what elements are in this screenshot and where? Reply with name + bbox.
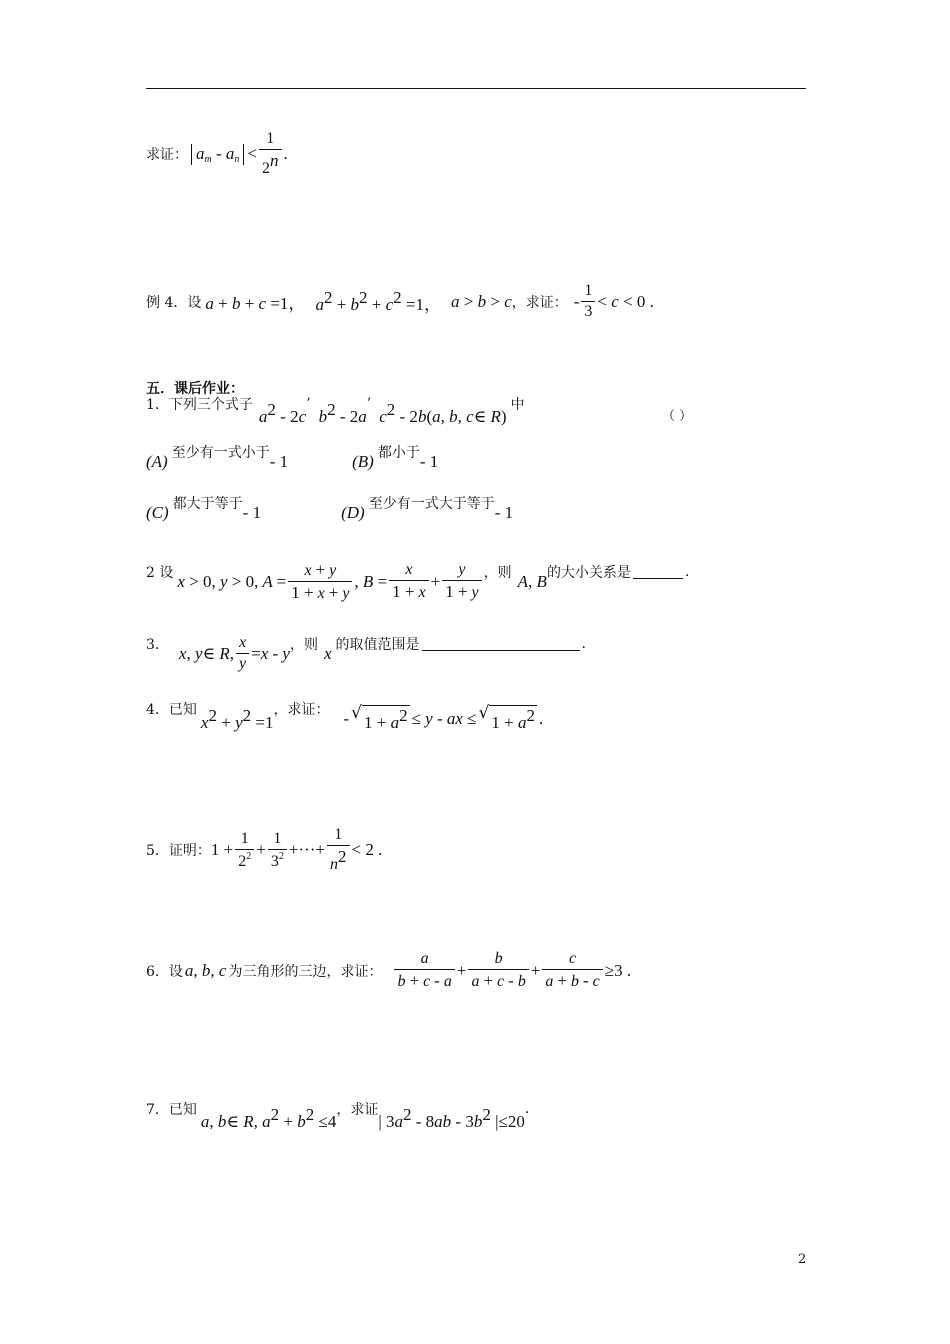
- question-5: 5．证明： 1 + $\frac{1}{2^2}$ + $\frac{1}{3^2}$ +···+ $\frac{1}{n^2}$ < 2 .: [146, 826, 383, 873]
- question-1: 1．下列三个式子 $a^2 - 2c$ ’ $b^2 - 2a$ ’ $c^2 - 2b(a$, b, c∈ R) 中: [146, 395, 525, 426]
- option-a-letter: (A): [146, 452, 168, 471]
- question-2: 2 设 x > 0, y > 0, A = $\frac{x + y}{1 + x + y}$ , B = $\frac{x}{1 + x}$ + $\frac{y}{1 + y}$ ，则 A, B 的大小关系是 .: [146, 560, 690, 602]
- option-d-text: 至少有一式大于等于: [368, 496, 495, 512]
- option-b-letter: (B): [352, 452, 374, 471]
- q7-label: 7．已知: [146, 1101, 197, 1118]
- prove-statement: 求证： $a_m - a_n$ < $\frac{1}{2^n}$ .: [146, 130, 288, 177]
- question-6: 6．设 a, b, c 为三角形的三边，求证： $\frac{a}{b + c - a}$ + $\frac{b}{a + c - b}$ + $\frac{c}{a + b - c}$ ≥3 .: [146, 950, 632, 990]
- q4-label: 4．已知: [146, 702, 197, 718]
- option-d-letter: (D): [341, 503, 365, 522]
- option-c-text: 都大于等于: [172, 496, 243, 512]
- abs-expression: $a_m - a_n$: [191, 144, 244, 165]
- q1-label: 1．下列三个式子: [146, 396, 253, 413]
- section-title: 五．课后作业：: [146, 381, 244, 397]
- q2-answer-blank: [633, 564, 683, 579]
- prove-label: 求证：: [146, 147, 188, 163]
- page-number: 2: [798, 1252, 807, 1267]
- question-7: 7．已知 a, b∈ R, $a^2 + b^2 \le 4$ ，求证 | $3a^2 - 8ab - 3b^2$ |≤20 .: [146, 1100, 530, 1131]
- options-cd: (C) 都大于等于 - 1 (D) 至少有一式大于等于 - 1: [146, 503, 513, 523]
- fraction: $\frac{1}{2^n}$: [259, 130, 282, 178]
- header-rule: [146, 88, 806, 89]
- example-4: 例 4．设 a + b + c =1， $a^2 + b^2 + c^2 =1$， a > b > c ，求证： - $\frac{1}{3}$ < c < 0 .: [146, 282, 654, 320]
- q2-label: 2 设: [146, 564, 174, 581]
- q6-label: 6．设: [146, 963, 183, 980]
- example-4-label: 例 4．设: [146, 294, 202, 311]
- answer-bracket: （ ）: [662, 409, 693, 424]
- q3-answer-blank: [422, 636, 580, 651]
- options-ab: (A) 至少有一式小于 - 1 (B) 都小于 - 1: [146, 452, 438, 472]
- question-3: 3． x, y∈ R, $\frac{x}{y}$ =x - y ，则 x 的取值范围是 .: [146, 634, 586, 672]
- q5-label: 5．证明：: [146, 843, 211, 859]
- example-4-prove: ，求证：: [511, 294, 568, 311]
- q3-label: 3．: [146, 636, 169, 653]
- option-a-text: 至少有一式小于: [171, 445, 270, 461]
- question-4: 4．已知 $x^2 + y^2 =1$ ，求证： - √ $1 + a^2$ ≤ y - ax ≤ √ $1 + a^2$ .: [146, 705, 543, 733]
- option-c-letter: (C): [146, 503, 169, 522]
- option-b-text: 都小于: [377, 445, 420, 461]
